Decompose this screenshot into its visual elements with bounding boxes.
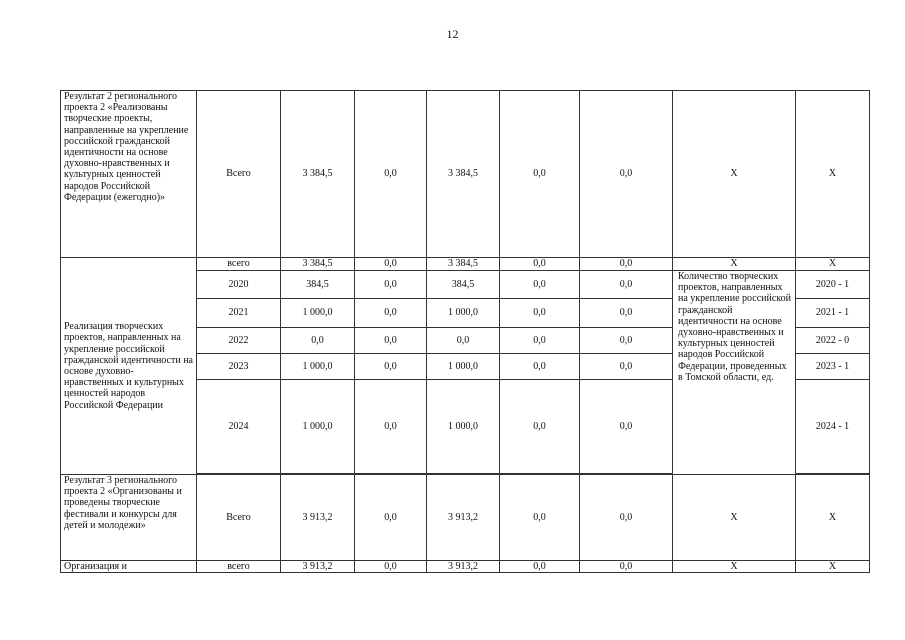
row-name-cell: Реализация творческих проектов, направленных на укрепление российской гражданской идентичности на основе духовно-нравственных и культурных ценностей народов Российской Федерации (61, 258, 197, 475)
other-cell: 0,0 (580, 328, 673, 354)
total-cell: 3 913,2 (281, 475, 355, 561)
indicator-cell: Х (673, 91, 796, 258)
other-cell: 0,0 (580, 299, 673, 328)
other-cell: 0,0 (580, 475, 673, 561)
other-cell: 0,0 (580, 354, 673, 380)
regional-cell: 3 384,5 (427, 258, 500, 271)
row-name-cell: Организация и (61, 561, 197, 573)
indicator-cell: Х (673, 475, 796, 561)
local-cell: 0,0 (500, 475, 580, 561)
federal-cell: 0,0 (355, 354, 427, 380)
total-cell: 1 000,0 (281, 380, 355, 474)
local-cell: 0,0 (500, 299, 580, 328)
year-cell: Всего (197, 475, 281, 561)
other-cell: 0,0 (580, 258, 673, 271)
budget-table (60, 90, 870, 573)
regional-cell: 1 000,0 (427, 380, 500, 474)
local-cell: 0,0 (500, 328, 580, 354)
total-cell: 3 384,5 (281, 91, 355, 258)
table-row (61, 475, 870, 561)
year-cell: 2022 (197, 328, 281, 354)
regional-cell: 0,0 (427, 328, 500, 354)
total-cell: 0,0 (281, 328, 355, 354)
indicator-cell: Количество творческих проектов, направленных на укрепление российской гражданской идентичности на основе духовно-нравственных и культурных ценностей народов Российской Федерации, проведенных в Томской области, ед. (673, 271, 796, 475)
local-cell: 0,0 (500, 91, 580, 258)
target-cell: Х (796, 475, 870, 561)
target-cell: Х (796, 258, 870, 271)
year-cell: всего (197, 561, 281, 573)
table-row (61, 258, 870, 271)
federal-cell: 0,0 (355, 258, 427, 271)
row-name-cell: Результат 2 регионального проекта 2 «Реализованы творческие проекты, направленные на укрепление российской гражданской идентичности на основе духовно-нравственных и культурных ценностей народов Российской Федерации (ежегодно)» (61, 91, 197, 258)
target-cell: 2022 - 0 (796, 328, 870, 354)
local-cell: 0,0 (500, 561, 580, 573)
indicator-cell: Х (673, 561, 796, 573)
target-cell: 2021 - 1 (796, 299, 870, 328)
federal-cell: 0,0 (355, 91, 427, 258)
federal-cell: 0,0 (355, 271, 427, 299)
local-cell: 0,0 (500, 258, 580, 271)
regional-cell: 3 384,5 (427, 91, 500, 258)
total-cell: 1 000,0 (281, 354, 355, 380)
total-cell: 3 384,5 (281, 258, 355, 271)
regional-cell: 3 913,2 (427, 475, 500, 561)
target-cell: 2024 - 1 (796, 380, 870, 474)
total-cell: 1 000,0 (281, 299, 355, 328)
row-name-cell: Результат 3 регионального проекта 2 «Организованы и проведены творческие фестивали и конкурсы для детей и молодежи» (61, 475, 197, 561)
federal-cell: 0,0 (355, 328, 427, 354)
other-cell: 0,0 (580, 380, 673, 474)
regional-cell: 1 000,0 (427, 299, 500, 328)
year-cell: 2023 (197, 354, 281, 380)
year-cell: 2024 (197, 380, 281, 474)
local-cell: 0,0 (500, 354, 580, 380)
year-cell: 2020 (197, 271, 281, 299)
table-row (61, 91, 870, 258)
federal-cell: 0,0 (355, 380, 427, 474)
target-cell: 2023 - 1 (796, 354, 870, 380)
regional-cell: 384,5 (427, 271, 500, 299)
target-cell: Х (796, 91, 870, 258)
federal-cell: 0,0 (355, 299, 427, 328)
table-row (61, 561, 870, 573)
indicator-cell: Х (673, 258, 796, 271)
year-cell: 2021 (197, 299, 281, 328)
total-cell: 3 913,2 (281, 561, 355, 573)
page-number: 12 (446, 27, 459, 41)
total-cell: 384,5 (281, 271, 355, 299)
other-cell: 0,0 (580, 271, 673, 299)
year-cell: Всего (197, 91, 281, 258)
target-cell: Х (796, 561, 870, 573)
other-cell: 0,0 (580, 561, 673, 573)
local-cell: 0,0 (500, 271, 580, 299)
other-cell: 0,0 (580, 91, 673, 258)
federal-cell: 0,0 (355, 475, 427, 561)
regional-cell: 3 913,2 (427, 561, 500, 573)
federal-cell: 0,0 (355, 561, 427, 573)
target-cell: 2020 - 1 (796, 271, 870, 299)
year-cell: всего (197, 258, 281, 271)
local-cell: 0,0 (500, 380, 580, 474)
regional-cell: 1 000,0 (427, 354, 500, 380)
